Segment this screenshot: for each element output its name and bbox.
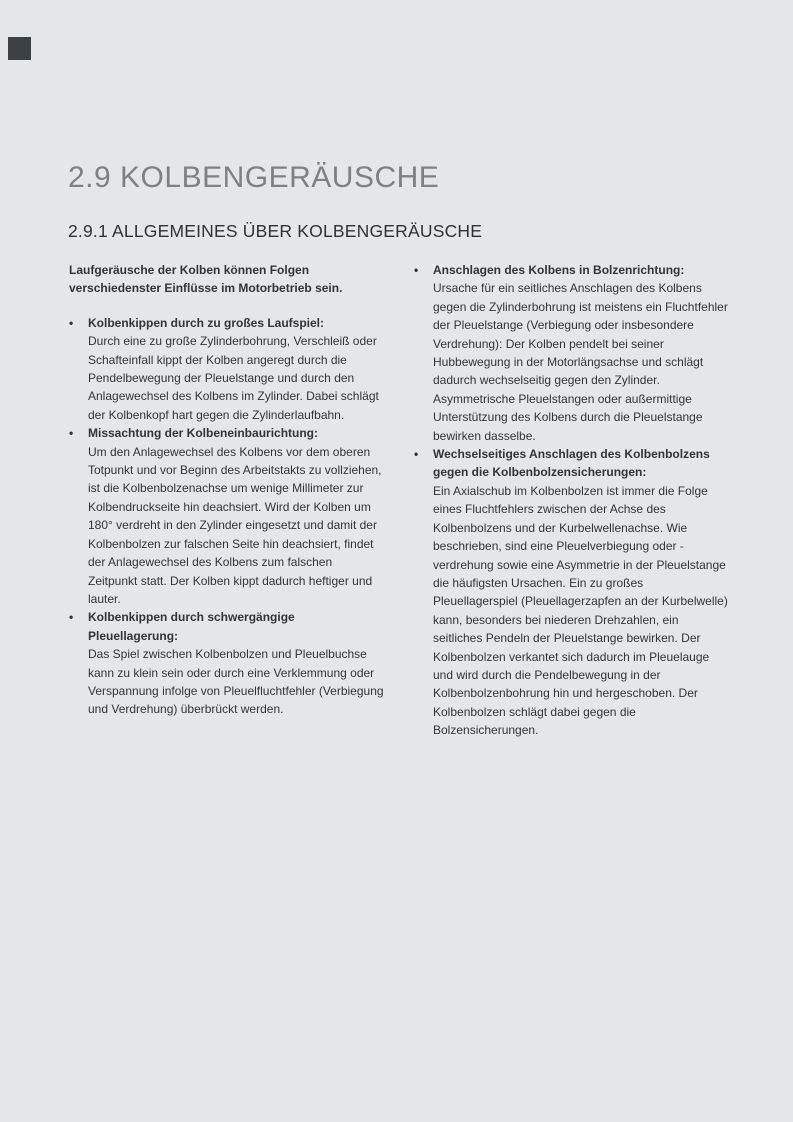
right-column bbox=[414, 261, 729, 740]
intro-paragraph: Laufgeräusche der Kolben können Folgen verschiedenster Einflüsse im Motorbetrieb sein. bbox=[69, 263, 343, 296]
list-item-title: Kolbenkippen durch schwergängige Pleuellagerung: bbox=[88, 610, 295, 643]
bullet-icon: • bbox=[69, 426, 74, 441]
list-item-title: Wechselseitiges Anschlagen des Kolbenbolzens gegen die Kolbenbolzensicherungen: bbox=[433, 447, 710, 480]
bullet-icon: • bbox=[414, 263, 419, 277]
list-item-text: Ursache für ein seitliches Anschlagen des Kolbens gegen die Zylinderbohrung ist meistens ein Fluchtfehler der Pleuelstange (Verbiegung oder insbesondere Verdrehung): Der Kolben pendelt bei seiner Hubbewegung in der Motorlängsachse und schlägt dadurch wechselseitig gegen den Zylinder. Asymmetrische Pleuelstangen oder außermittige Unterstützung des Kolbens durch die Pleuelstange bewirken dasselbe. bbox=[433, 281, 728, 443]
section-title: 2.9.1 ALLGEMEINES ÜBER KOLBENGERÄUSCHE bbox=[68, 220, 483, 241]
list-item bbox=[69, 314, 384, 424]
bullet-icon: • bbox=[414, 447, 419, 462]
list-item-title: Anschlagen des Kolbens in Bolzenrichtung: bbox=[433, 263, 685, 277]
list-item bbox=[69, 424, 384, 608]
chapter-tab-marker bbox=[8, 37, 31, 60]
chapter-title: 2.9 KOLBENGERÄUSCHE bbox=[68, 161, 440, 195]
left-column bbox=[69, 261, 384, 740]
list-item bbox=[414, 445, 729, 740]
list-item-text: Durch eine zu große Zylinderbohrung, Verschleiß oder Schafteinfall kippt der Kolben angeregt durch die Pendelbewegung der Pleuelstange und durch den Anlagewechsel des Kolbens im Zylinder. Dabei schlägt der Kolbenkopf hart gegen die Zylinderlaufbahn. bbox=[88, 334, 379, 422]
body-columns bbox=[69, 261, 729, 740]
list-item-text: Um den Anlagewechsel des Kolbens vor dem oberen Totpunkt und vor Beginn des Arbeitstakts zu vollziehen, ist die Kolbenbolzenachse um wenige Millimeter zur Kolbendruckseite hin deachsiert. Wird der Kolben um 180° verdreht in den Zylinder eingesetzt und damit der Kolbenbolzen zur falschen Seite hin deachsiert, findet der Anlagewechsel des Kolbens zum falschen Zeitpunkt statt. Der Kolben kippt dadurch heftiger und lauter. bbox=[88, 444, 382, 606]
list-item bbox=[69, 608, 384, 718]
bullet-icon: • bbox=[69, 610, 74, 625]
list-item bbox=[414, 261, 729, 445]
list-item-text: Das Spiel zwischen Kolbenbolzen und Pleuelbuchse kann zu klein sein oder durch eine Verklemmung oder Verspannung infolge von Pleuelfluchtfehler (Verbiegung und Verdrehung) überbrückt werden. bbox=[88, 647, 384, 717]
list-item-title: Missachtung der Kolbeneinbaurichtung: bbox=[88, 426, 319, 441]
list-item-title: Kolbenkippen durch zu großes Laufspiel: bbox=[88, 315, 325, 330]
list-item-text: Ein Axialschub im Kolbenbolzen ist immer die Folge eines Fluchtfehlers zwischen der Achse des Kolbenbolzens und der Kurbelwellenachse. Wie beschrieben, sind eine Pleuelverbiegung oder -verdrehung sowie eine Asymmetrie in der Pleuelstange die häufigsten Ursachen. Ein zu großes Pleuellagerspiel (Pleuellagerzapfen an der Kurbelwelle) kann, besonders bei niederen Drehzahlen, ein seitliches Pendeln der Pleuelstange bewirken. Der Kolbenbolzen verkantet sich dadurch im Pleuelauge und wird durch die Pendelbewegung in der Kolbenbolzenbohrung hin und hergeschoben. Der Kolbenbolzen schlägt dabei gegen die Bolzensicherungen. bbox=[433, 483, 728, 738]
bullet-icon: • bbox=[69, 315, 74, 330]
